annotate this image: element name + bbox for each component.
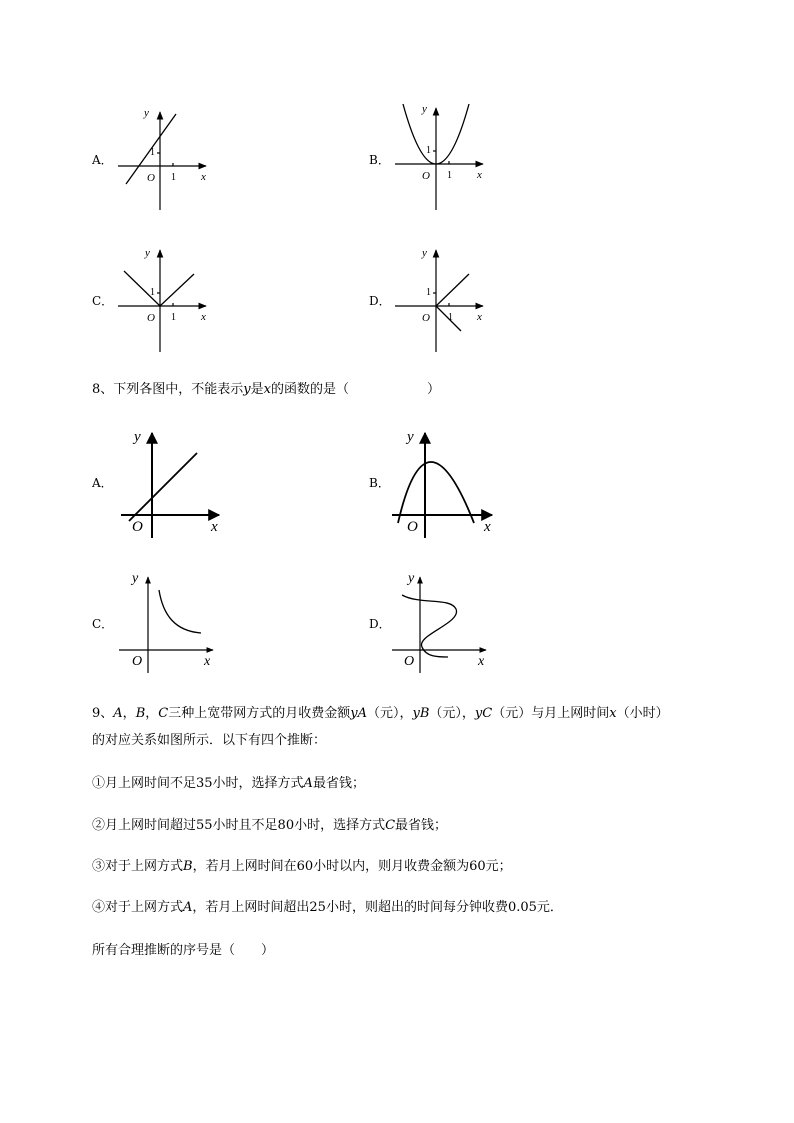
q9-stem-line2: 的对应关系如图所示．以下有四个推断： [92,733,327,748]
svg-text:O: O [147,172,155,184]
q8-option-c-graph [115,565,230,680]
q7-option-c-graph [110,240,220,355]
svg-text:O: O [422,170,430,182]
svg-text:O: O [407,519,418,535]
q9-statement-3: ③对于上网方式B，若月上网时间在60小时以内，则月收费金额为60元； [92,859,512,874]
q7-option-d-graph [387,240,497,355]
q8-option-b-graph [390,425,505,540]
q7-option-a-graph [110,100,220,215]
svg-text:x: x [477,169,482,181]
svg-text:1: 1 [426,287,431,298]
q8-option-b-label: B． [369,476,390,490]
q8-option-a-label: A． [92,476,113,490]
svg-text:1: 1 [171,172,176,183]
q7c-abs [124,271,194,306]
q8-option-d-graph [390,565,505,680]
q8b-parabola [398,462,474,523]
svg-text:y: y [408,571,415,586]
svg-text:O: O [147,312,155,324]
svg-text:O: O [422,312,430,324]
q8c-curve [159,590,201,633]
q9-question: 所有合理推断的序号是（ ） [92,943,275,958]
q7-option-b-label: B． [369,153,390,167]
q7-option-b-graph [387,98,497,213]
svg-text:x: x [201,171,206,183]
svg-text:y: y [134,429,141,445]
svg-text:O: O [132,519,143,535]
svg-text:1: 1 [150,147,155,158]
q9-stem-line1: 9、A，B，C三种上宽带网方式的月收费金额yA（元），yB（元），yC（元）与月上网时间x（小时） [92,706,669,721]
q8-stem: 8、下列各图中，不能表示y是x的函数的是（ ） [92,382,441,397]
svg-text:y: y [132,571,139,586]
svg-text:y: y [407,429,414,445]
svg-text:O: O [132,654,143,669]
svg-text:y: y [422,247,427,259]
q9-statement-4: ④对于上网方式A，若月上网时间超出25小时，则超出的时间每分钟收费0.05元． [92,900,563,915]
svg-text:1: 1 [150,287,155,298]
svg-text:1: 1 [426,145,431,156]
svg-text:x: x [484,519,491,535]
q9-statement-1: ①月上网时间不足35小时，选择方式A最省钱； [92,776,365,791]
svg-text:y: y [422,103,427,115]
svg-text:1: 1 [448,312,453,323]
q7-option-a-label: A． [92,153,113,167]
svg-text:x: x [478,654,485,669]
q8-option-c-label: C． [92,617,114,631]
q7-option-d-label: D． [369,294,391,308]
q9-statement-2: ②月上网时间超过55小时且不足80小时，选择方式C最省钱； [92,818,448,833]
q8-option-d-label: D． [369,617,391,631]
svg-text:x: x [477,311,482,323]
svg-text:O: O [404,654,415,669]
q7-option-c-label: C． [92,294,114,308]
svg-text:x: x [204,654,211,669]
q8d-curve [402,595,457,657]
svg-text:x: x [201,311,206,323]
svg-text:x: x [211,519,218,535]
svg-text:1: 1 [447,170,452,181]
svg-text:y: y [144,107,149,119]
q8-option-a-graph [115,425,230,540]
svg-text:y: y [145,247,150,259]
q8a-line [129,453,197,521]
svg-text:1: 1 [171,312,176,323]
